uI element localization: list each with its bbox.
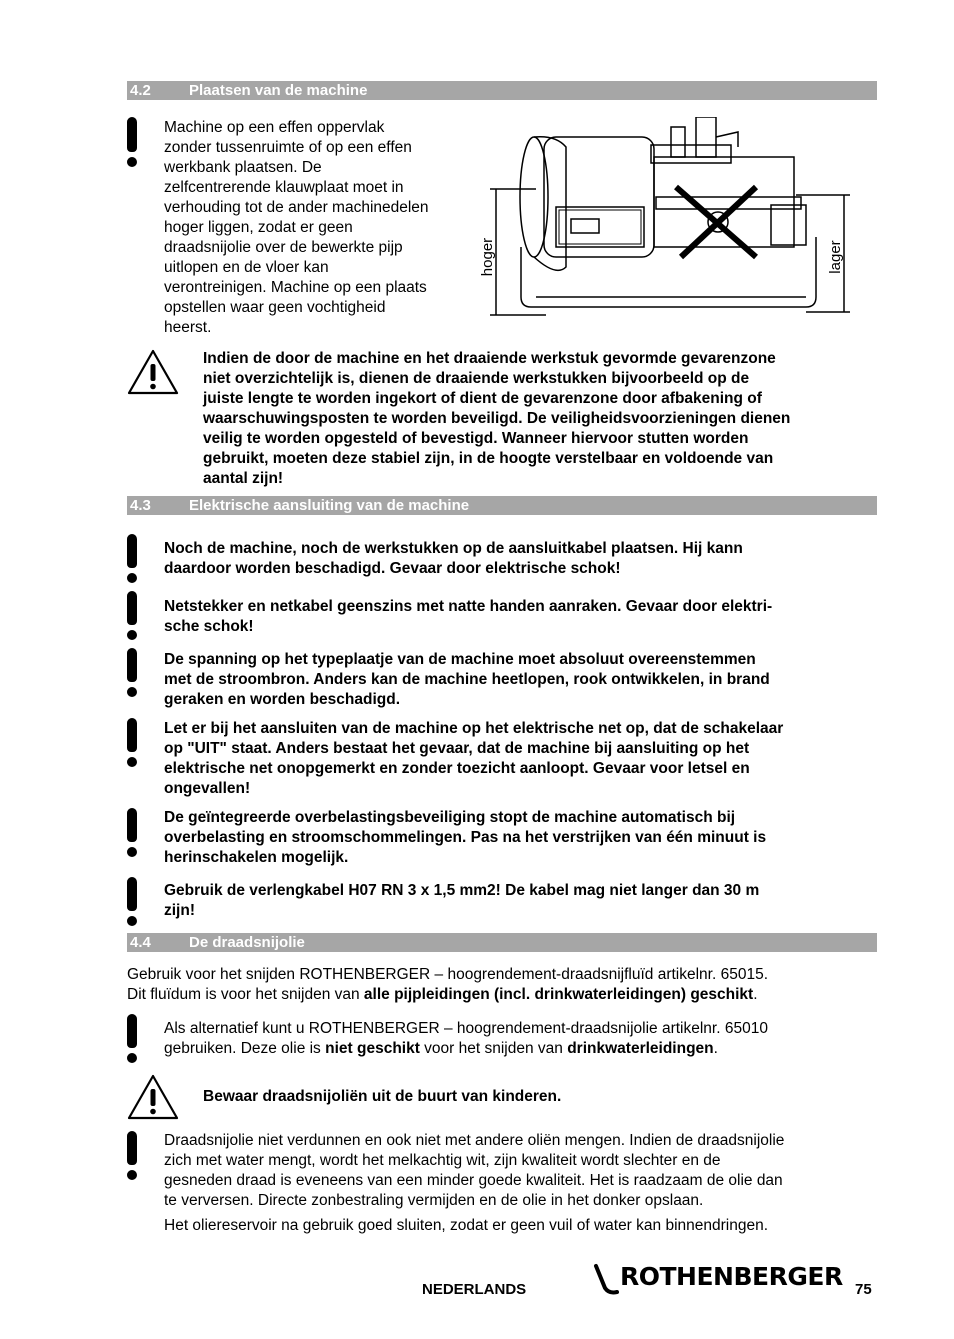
brand-logo: ROTHENBERGER	[620, 1262, 843, 1291]
note-overload: De geïntegreerde overbelastingsbeveiliging stopt de machine automatisch bij overbelasting en stroomschommelingen. Pas na het verstrijken van één minuut is herinschakelen mogelijk.	[164, 809, 767, 866]
section-header-4-2	[127, 81, 877, 100]
note-wet-hands: Netstekker en netkabel geenszins met natte handen aanraken. Gevaar door elektri- sche schok!	[164, 598, 773, 635]
mixing-note: Draadsnijolie niet verdunnen en ook niet met andere oliën mengen. Indien de draadsnijolie zich met water mengt, wordt het melkachtig wit, zijn kwaliteit wordt slechter en de gesneden draad is eveneens van een minder goede kwaliteit. Het is raadzaam de olie dan te verversen. Directe zonbestraling vermijden en de olie in het donker opslaan.	[164, 1132, 785, 1209]
exclamation-icon	[124, 718, 140, 768]
footer-language: NEDERLANDS	[422, 1281, 527, 1298]
exclamation-icon	[124, 1131, 140, 1181]
danger-zone-warning: Indien de door de machine en het draaiende werkstuk gevormde gevarenzone niet overzichtelijk is, dienen de draaiende werkstukken bijvoorbeeld op de juiste lengte te worden ingekort of dient de gevarenzone door afbakening of waarschuwingsposten te worden beveiligd. De veiligheidsvoorzieningen dienen veilig te worden opgesteld of bevestigd. Wanneer hiervoor stutten worden gebruikt, moeten deze stabiel zijn, in de hoogte verstelbaar en voldoende van aantal zijn!	[203, 350, 791, 487]
section-header-4-4	[127, 933, 877, 952]
section-number: 4.3	[130, 497, 151, 514]
exclamation-icon	[124, 648, 140, 698]
note-extension-cable: Gebruik de verlengkabel H07 RN 3 x 1,5 mm2! De kabel mag niet langer dan 30 m zijn!	[164, 882, 760, 919]
section-title: De draadsnijolie	[189, 934, 305, 951]
exclamation-icon	[124, 534, 140, 584]
alternative-oil-note: Als alternatief kunt u ROTHENBERGER – hoogrendement-draadsnijolie artikelnr. 65010 gebruiken. Deze olie is niet geschikt voor het snijden van drinkwaterleidingen.	[164, 1020, 768, 1057]
section-header-4-3	[127, 496, 877, 515]
note-switch-off: Let er bij het aansluiten van de machine op het elektrische net op, dat de schakelaar op "UIT" staat. Anders bestaat het gevaar, dat de machine bij aansluiting op het elektrische net onopgemerkt en zonder toezicht aanloopt. Gevaar voor letsel en ongevallen!	[164, 720, 784, 797]
note-voltage: De spanning op het typeplaatje van de machine moet absoluut overeenstemmen met de stroombron. Anders kan de machine heetlopen, rook ontwikkelen, in brand geraken en worden beschadigd.	[164, 651, 770, 708]
section-title: Elektrische aansluiting van de machine	[189, 497, 470, 514]
fluid-intro: Gebruik voor het snijden ROTHENBERGER – hoogrendement-draadsnijfluïd artikelnr. 65015. Dit fluïdum is voor het snijden van alle pijpleidingen (incl. drinkwaterleidingen) geschikt.	[127, 966, 768, 1003]
note-cable: Noch de machine, noch de werkstukken op de aansluitkabel plaatsen. Hij kann daardoor worden beschadigd. Gevaar door elektrische schok!	[164, 540, 743, 577]
children-warning: Bewaar draadsnijoliën uit de buurt van kinderen.	[203, 1088, 562, 1105]
section-number: 4.4	[130, 934, 151, 951]
machine-illustration	[476, 117, 866, 322]
label-lower: lager	[827, 240, 844, 274]
warning-icon	[126, 348, 180, 396]
label-higher: hoger	[479, 237, 496, 277]
exclamation-icon	[124, 591, 140, 641]
brand-logo-swoosh	[593, 1262, 623, 1296]
exclamation-icon	[124, 117, 140, 169]
section-number: 4.2	[130, 82, 151, 99]
exclamation-icon	[124, 877, 140, 927]
page-number: 75	[855, 1281, 872, 1298]
section-title: Plaatsen van de machine	[189, 82, 368, 99]
warning-icon	[126, 1073, 180, 1121]
closing-note: Het oliereservoir na gebruik goed sluiten, zodat er geen vuil of water kan binnendringen.	[164, 1217, 769, 1234]
exclamation-icon	[124, 1014, 140, 1064]
placement-paragraph: Machine op een effen oppervlak zonder tussenruimte of op een effen werkbank plaatsen. De zelfcentrerende klauwplaat moet in verhouding tot de ander machinedelen hoger liggen, zodat er geen draadsnijolie over de bewerkte pijp uitlopen en de vloer kan verontreinigen. Machine op een plaats opstellen waar geen vochtigheid heerst.	[164, 119, 429, 336]
exclamation-icon	[124, 808, 140, 858]
